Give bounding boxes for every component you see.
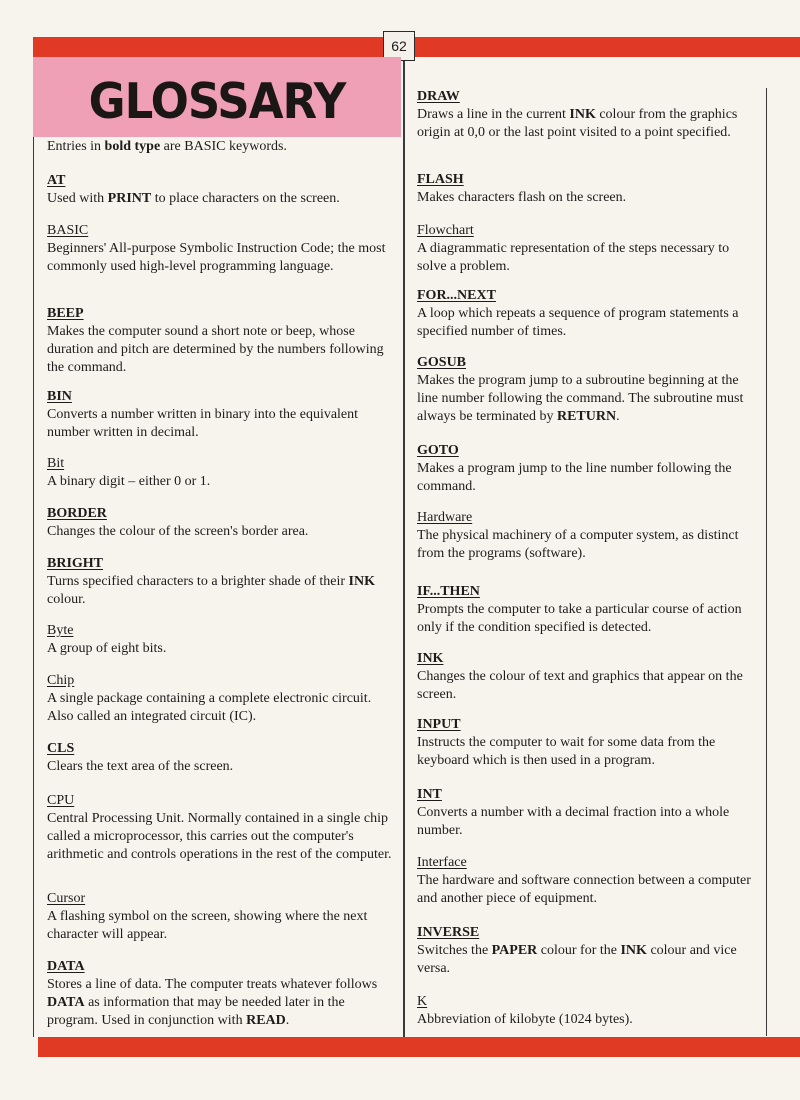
definition-text: A loop which repeats a sequence of program statements a specified number of times.	[417, 306, 739, 339]
glossary-entry	[417, 583, 762, 637]
glossary-definition	[47, 640, 392, 658]
definition-text: The hardware and software connection between a computer and another piece of equipment.	[417, 873, 751, 906]
glossary-definition	[417, 804, 762, 840]
definition-text: Makes the program jump to a subroutine beginning at the line number following the command. The subroutine must always be terminated by	[417, 373, 744, 424]
glossary-term: DRAW	[417, 89, 460, 104]
glossary-definition	[417, 460, 762, 496]
definition-text: Converts a number with a decimal fraction into a whole number.	[417, 805, 730, 838]
glossary-entry	[47, 172, 392, 208]
glossary-definition	[417, 189, 762, 207]
glossary-term: BORDER	[47, 506, 107, 521]
definition-keyword: RETURN	[556, 409, 617, 424]
definition-keyword: INK	[569, 107, 596, 122]
definition-keyword: READ	[246, 1013, 286, 1028]
column-divider	[403, 57, 405, 1037]
definition-text: Changes the colour of the screen's border area.	[47, 524, 309, 539]
glossary-term: Interface	[417, 855, 467, 870]
definition-text: Abbreviation of kilobyte (1024 bytes).	[417, 1012, 633, 1027]
definition-text: Switches the	[417, 943, 492, 958]
glossary-term: CPU	[47, 793, 75, 808]
glossary-definition	[47, 690, 392, 726]
glossary-entry	[417, 993, 762, 1029]
definition-text: colour.	[47, 592, 86, 607]
glossary-entry	[47, 222, 392, 276]
definition-text: Instructs the computer to wait for some data from the keyboard which is then used in a program.	[417, 735, 716, 768]
glossary-term: FLASH	[417, 172, 464, 187]
glossary-term: INVERSE	[417, 925, 480, 940]
glossary-term: AT	[47, 173, 66, 188]
glossary-definition	[47, 190, 392, 208]
glossary-term: GOSUB	[417, 355, 467, 370]
glossary-entry	[47, 455, 392, 491]
glossary-definition	[417, 305, 762, 341]
top-red-bar	[33, 37, 800, 57]
definition-text: Prompts the computer to take a particular course of action only if the condition specified is detected.	[417, 602, 742, 635]
definition-keyword: PRINT	[107, 191, 152, 206]
glossary-definition	[417, 372, 762, 426]
glossary-term: FOR...NEXT	[417, 288, 496, 303]
glossary-definition	[47, 758, 392, 776]
glossary-entry	[47, 958, 392, 1030]
definition-text: Draws a line in the current	[417, 107, 570, 122]
glossary-definition	[47, 406, 392, 442]
definition-text: colour and vice versa.	[417, 943, 737, 976]
glossary-term: INT	[417, 787, 442, 802]
definition-text: Converts a number written in binary into the equivalent number written in decimal.	[47, 407, 359, 440]
definition-text: Makes the computer sound a short note or beep, whose duration and pitch are determined by the numbers following the command.	[47, 324, 384, 375]
definition-keyword: INK	[620, 943, 647, 958]
glossary-definition	[417, 106, 762, 142]
glossary-entry	[417, 222, 762, 276]
glossary-term: BEEP	[47, 306, 84, 321]
glossary-term: Chip	[47, 673, 75, 688]
glossary-definition	[47, 323, 392, 377]
glossary-entry	[417, 786, 762, 840]
glossary-entry	[47, 505, 392, 541]
definition-text: colour for the	[537, 943, 621, 958]
glossary-entry	[417, 354, 762, 426]
glossary-definition	[417, 668, 762, 704]
glossary-term: Byte	[47, 623, 74, 638]
glossary-entry	[47, 890, 392, 944]
intro-after: are BASIC keywords.	[160, 139, 287, 154]
definition-text: to place characters on the screen.	[151, 191, 340, 206]
definition-keyword: DATA	[47, 995, 85, 1010]
definition-text: Central Processing Unit. Normally contained in a single chip called a microprocessor, this carries out the computer's arithmetic and controls operations in the rest of the computer.	[47, 811, 392, 862]
definition-text: colour from the graphics origin at 0,0 or the last point visited to a point specified.	[417, 107, 738, 140]
glossary-entry	[47, 305, 392, 377]
glossary-entry	[417, 171, 762, 207]
glossary-definition	[417, 942, 762, 978]
glossary-term: DATA	[47, 959, 85, 974]
glossary-entry	[47, 388, 392, 442]
intro-bold: bold type	[104, 139, 161, 154]
glossary-entry	[47, 672, 392, 726]
glossary-definition	[417, 734, 762, 770]
glossary-definition	[47, 573, 392, 609]
glossary-term: CLS	[47, 741, 75, 756]
glossary-definition	[417, 240, 762, 276]
glossary-definition	[47, 810, 392, 864]
intro-text	[47, 138, 397, 156]
glossary-term: BIN	[47, 389, 72, 404]
glossary-entry	[417, 287, 762, 341]
glossary-definition	[417, 527, 762, 563]
glossary-entry	[417, 88, 762, 142]
glossary-term: K	[417, 994, 428, 1009]
definition-text: Makes a program jump to the line number following the command.	[417, 461, 732, 494]
glossary-definition	[47, 240, 392, 276]
right-column-rule	[766, 88, 767, 1036]
glossary-entry	[417, 854, 762, 908]
glossary-definition	[47, 908, 392, 944]
definition-text: Stores a line of data. The computer treats whatever follows	[47, 977, 378, 992]
definition-text: A single package containing a complete electronic circuit. Also called an integrated circuit (IC).	[47, 691, 372, 724]
glossary-term: Bit	[47, 456, 65, 471]
definition-text: A diagrammatic representation of the steps necessary to solve a problem.	[417, 241, 730, 274]
glossary-definition	[417, 601, 762, 637]
glossary-term: Cursor	[47, 891, 86, 906]
left-column-rule	[33, 57, 34, 1037]
definition-text: A flashing symbol on the screen, showing where the next character will appear.	[47, 909, 368, 942]
definition-text: .	[285, 1013, 290, 1028]
glossary-term: INK	[417, 651, 444, 666]
definition-text: Used with	[47, 191, 108, 206]
definition-keyword: INK	[348, 574, 375, 589]
page-title: GLOSSARY	[88, 72, 346, 131]
definition-text: as information that may be needed later in the program. Used in conjunction with	[47, 995, 345, 1028]
glossary-term: IF...THEN	[417, 584, 480, 599]
definition-text: Turns specified characters to a brighter shade of their	[47, 574, 349, 589]
intro-before: Entries in	[47, 139, 105, 154]
glossary-entry	[417, 650, 762, 704]
glossary-term: Flowchart	[417, 223, 474, 238]
definition-text: The physical machinery of a computer system, as distinct from the programs (software).	[417, 528, 739, 561]
glossary-term: GOTO	[417, 443, 459, 458]
glossary-entry	[417, 924, 762, 978]
definition-text: Clears the text area of the screen.	[47, 759, 234, 774]
definition-text: Changes the colour of text and graphics that appear on the screen.	[417, 669, 743, 702]
glossary-term: BRIGHT	[47, 556, 104, 571]
glossary-entry	[417, 716, 762, 770]
glossary-entry	[47, 740, 392, 776]
title-banner	[33, 57, 401, 137]
glossary-term: Hardware	[417, 510, 473, 525]
glossary-entry	[47, 555, 392, 609]
glossary-entry	[47, 792, 392, 864]
glossary-definition	[47, 976, 392, 1030]
definition-text: Beginners' All-purpose Symbolic Instruction Code; the most commonly used high-level programming language.	[47, 241, 386, 274]
glossary-entry	[417, 509, 762, 563]
definition-text: A group of eight bits.	[47, 641, 167, 656]
glossary-definition	[417, 1011, 762, 1029]
definition-text: Makes characters flash on the screen.	[417, 190, 627, 205]
definition-keyword: PAPER	[491, 943, 538, 958]
definition-text: A binary digit – either 0 or 1.	[47, 474, 211, 489]
definition-text: .	[616, 409, 620, 424]
glossary-definition	[417, 872, 762, 908]
glossary-definition	[47, 523, 392, 541]
page-number: 62	[383, 31, 415, 61]
glossary-term: INPUT	[417, 717, 461, 732]
glossary-definition	[47, 473, 392, 491]
glossary-entry	[47, 622, 392, 658]
glossary-term: BASIC	[47, 223, 89, 238]
glossary-entry	[417, 442, 762, 496]
bottom-red-bar	[38, 1037, 800, 1057]
